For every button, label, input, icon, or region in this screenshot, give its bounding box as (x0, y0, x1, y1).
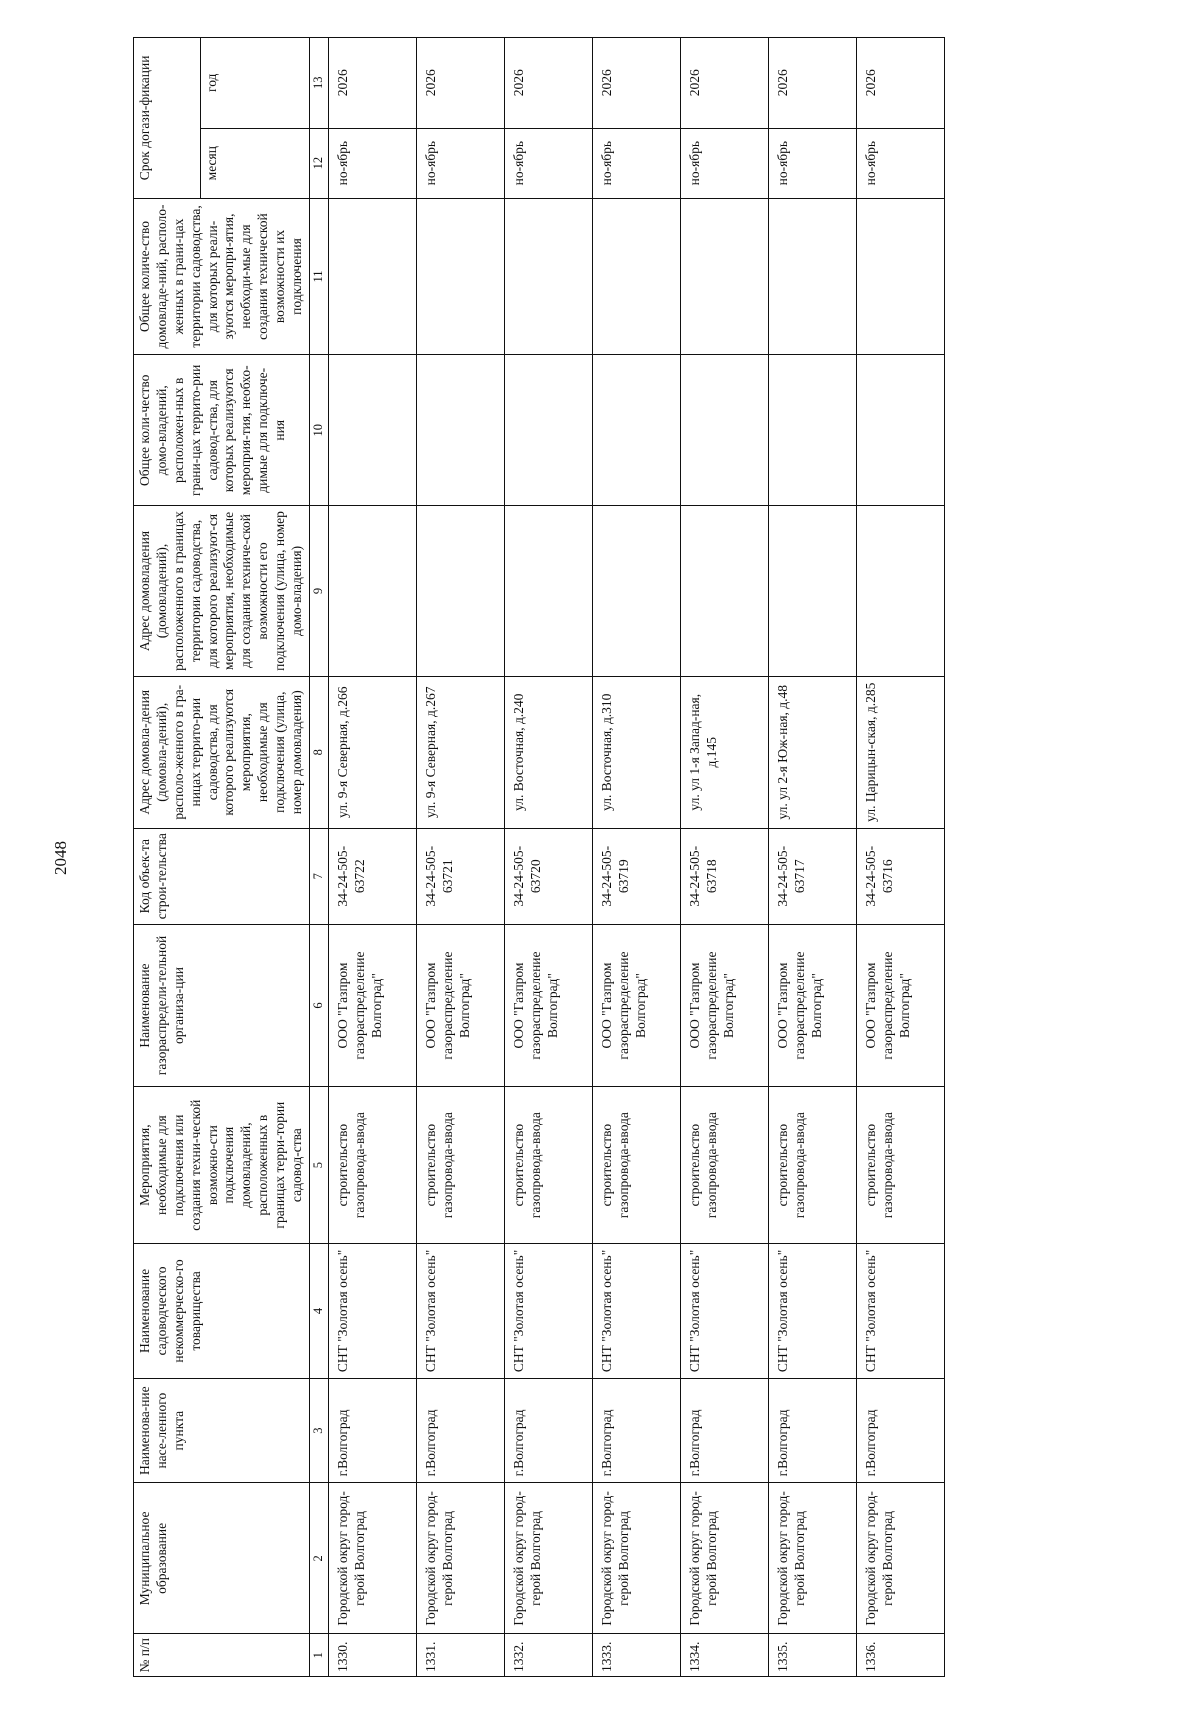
cell-year: 2026 (328, 38, 416, 129)
cell-object-code: 34-24-505-63719 (592, 828, 680, 924)
cell-gas-org: ООО "Газпром газораспределение Волгоград" (592, 924, 680, 1087)
cell-count-capability (768, 198, 856, 354)
cell-year: 2026 (680, 38, 768, 129)
cell-municipality: Городской округ город-герой Волгоград (592, 1483, 680, 1634)
cell-settlement: г.Волгоград (680, 1379, 768, 1483)
cell-measure: строительство газопровода-ввода (680, 1087, 768, 1243)
cell-number: 1333. (592, 1634, 680, 1677)
cell-address: ул. Царицын-ская, д.285 (856, 676, 944, 828)
cell-month: но-ябрь (416, 128, 504, 198)
cell-partnership: СНТ "Золотая осень" (328, 1243, 416, 1378)
cell-year: 2026 (592, 38, 680, 129)
header-partnership: Наименование садоводческого некоммерческо-го товарищества (134, 1243, 310, 1378)
cell-address: ул. Восточная, д.310 (592, 676, 680, 828)
cell-count-connection (416, 355, 504, 506)
cell-object-code: 34-24-505-63722 (328, 828, 416, 924)
table-row (416, 38, 504, 1677)
cell-address-capability (592, 506, 680, 676)
cell-year: 2026 (768, 38, 856, 129)
cell-measure: строительство газопровода-ввода (416, 1087, 504, 1243)
cell-object-code: 34-24-505-63717 (768, 828, 856, 924)
column-number: 10 (309, 355, 328, 506)
cell-month: но-ябрь (592, 128, 680, 198)
column-number: 11 (309, 198, 328, 354)
column-number: 4 (309, 1243, 328, 1378)
cell-address: ул. 9-я Северная, д.266 (328, 676, 416, 828)
header-deadline: Срок догази-фикации (134, 38, 201, 199)
column-number: 1 (309, 1634, 328, 1677)
cell-month: но-ябрь (768, 128, 856, 198)
header-address-capability: Адрес домовладения (домовладений), расположенного в границах территории садоводства, для которого реализуют-ся мероприятия, необходимые для создания техниче-ской возможности его подключения (улица, номер домо-владения) (134, 506, 310, 676)
cell-number: 1336. (856, 1634, 944, 1677)
cell-address-capability (416, 506, 504, 676)
header-municipality: Муниципальное образование (134, 1483, 310, 1634)
cell-address-capability (504, 506, 592, 676)
header-address-connection: Адрес домовла-дения (домовла-дений), располо-женного в гра-ницах террито-рии садоводства, для которого реализуются мероприятия, необходимые для подключения (улица, номер домовладения) (134, 676, 310, 828)
column-number: 7 (309, 828, 328, 924)
cell-count-capability (856, 198, 944, 354)
cell-count-connection (856, 355, 944, 506)
cell-measure: строительство газопровода-ввода (328, 1087, 416, 1243)
cell-month: но-ябрь (504, 128, 592, 198)
cell-settlement: г.Волгоград (416, 1379, 504, 1483)
cell-settlement: г.Волгоград (504, 1379, 592, 1483)
cell-gas-org: ООО "Газпром газораспределение Волгоград" (680, 924, 768, 1087)
header-num: № п/п (134, 1634, 310, 1677)
cell-settlement: г.Волгоград (328, 1379, 416, 1483)
cell-measure: строительство газопровода-ввода (592, 1087, 680, 1243)
cell-month: но-ябрь (328, 128, 416, 198)
cell-count-capability (504, 198, 592, 354)
header-gas-org: Наименование газораспредели-тельной организа-ции (134, 924, 310, 1087)
cell-partnership: СНТ "Золотая осень" (768, 1243, 856, 1378)
cell-count-connection (680, 355, 768, 506)
column-number: 8 (309, 676, 328, 828)
column-number-row (309, 38, 328, 1677)
cell-partnership: СНТ "Золотая осень" (504, 1243, 592, 1378)
cell-object-code: 34-24-505-63720 (504, 828, 592, 924)
cell-partnership: СНТ "Золотая осень" (416, 1243, 504, 1378)
cell-partnership: СНТ "Золотая осень" (680, 1243, 768, 1378)
cell-address: ул. 9-я Северная, д.267 (416, 676, 504, 828)
column-number: 6 (309, 924, 328, 1087)
cell-month: но-ябрь (680, 128, 768, 198)
cell-municipality: Городской округ город-герой Волгоград (856, 1483, 944, 1634)
column-number: 12 (309, 128, 328, 198)
cell-address: ул. ул 2-я Юж-ная, д.48 (768, 676, 856, 828)
cell-gas-org: ООО "Газпром газораспределение Волгоград" (416, 924, 504, 1087)
cell-gas-org: ООО "Газпром газораспределение Волгоград" (768, 924, 856, 1087)
header-count-capability: Общее количе-ство домовладе-ний, располо-женных в грани-цах территории садоводства, для которых реали-зуются меропри-ятия, необходи-мые для создания технической возможности их подключения (134, 198, 310, 354)
cell-object-code: 34-24-505-63721 (416, 828, 504, 924)
cell-number: 1331. (416, 1634, 504, 1677)
cell-municipality: Городской округ город-герой Волгоград (680, 1483, 768, 1634)
cell-address: ул. ул 1-я Запад-ная, д.145 (680, 676, 768, 828)
cell-municipality: Городской округ город-герой Волгоград (328, 1483, 416, 1634)
cell-count-connection (504, 355, 592, 506)
page-number: 2048 (51, 841, 70, 875)
cell-municipality: Городской округ город-герой Волгоград (504, 1483, 592, 1634)
table-header (134, 38, 329, 1677)
cell-gas-org: ООО "Газпром газораспределение Волгоград" (504, 924, 592, 1087)
cell-settlement: г.Волгоград (768, 1379, 856, 1483)
cell-settlement: г.Волгоград (592, 1379, 680, 1483)
cell-partnership: СНТ "Золотая осень" (592, 1243, 680, 1378)
table-row (856, 38, 944, 1677)
column-number: 13 (309, 38, 328, 129)
cell-count-connection (328, 355, 416, 506)
cell-measure: строительство газопровода-ввода (768, 1087, 856, 1243)
table-row (504, 38, 592, 1677)
table-body (328, 38, 944, 1677)
column-number: 2 (309, 1483, 328, 1634)
cell-count-capability (680, 198, 768, 354)
cell-municipality: Городской округ город-герой Волгоград (416, 1483, 504, 1634)
cell-month: но-ябрь (856, 128, 944, 198)
cell-number: 1335. (768, 1634, 856, 1677)
cell-measure: строительство газопровода-ввода (504, 1087, 592, 1243)
cell-object-code: 34-24-505-63716 (856, 828, 944, 924)
cell-partnership: СНТ "Золотая осень" (856, 1243, 944, 1378)
cell-gas-org: ООО "Газпром газораспределение Волгоград" (856, 924, 944, 1087)
cell-year: 2026 (504, 38, 592, 129)
table-row (592, 38, 680, 1677)
header-year: год (201, 38, 310, 129)
cell-number: 1330. (328, 1634, 416, 1677)
column-number: 9 (309, 506, 328, 676)
cell-count-capability (592, 198, 680, 354)
column-number: 3 (309, 1379, 328, 1483)
cell-object-code: 34-24-505-63718 (680, 828, 768, 924)
cell-address-capability (680, 506, 768, 676)
header-count-connection: Общее коли-чество домо-владений, расположен-ных в грани-цах террито-рии садовод-ства, для которых реализуются мероприя-тия, необхо-димые для подключе-ния (134, 355, 310, 506)
column-number: 5 (309, 1087, 328, 1243)
header-measures: Мероприятия, необходимые для подключения или создания техни-ческой возможно-сти подключения домовладений, расположенных в границах терри-тории садовод-ства (134, 1087, 310, 1243)
cell-year: 2026 (856, 38, 944, 129)
cell-count-connection (592, 355, 680, 506)
cell-number: 1332. (504, 1634, 592, 1677)
rotated-table-wrapper (133, 37, 1080, 1677)
cell-count-capability (416, 198, 504, 354)
cell-address-capability (856, 506, 944, 676)
header-object-code: Код объек-та строи-тельства (134, 828, 310, 924)
cell-count-capability (328, 198, 416, 354)
header-month: месяц (201, 128, 310, 198)
header-settlement: Наименова-ние насе-ленного пункта (134, 1379, 310, 1483)
cell-gas-org: ООО "Газпром газораспределение Волгоград" (328, 924, 416, 1087)
cell-municipality: Городской округ город-герой Волгоград (768, 1483, 856, 1634)
cell-measure: строительство газопровода-ввода (856, 1087, 944, 1243)
cell-address-capability (328, 506, 416, 676)
cell-settlement: г.Волгоград (856, 1379, 944, 1483)
gasification-table (133, 37, 945, 1677)
cell-address-capability (768, 506, 856, 676)
cell-number: 1334. (680, 1634, 768, 1677)
table-row (768, 38, 856, 1677)
table-row (328, 38, 416, 1677)
cell-year: 2026 (416, 38, 504, 129)
cell-count-connection (768, 355, 856, 506)
cell-address: ул. Восточная, д.240 (504, 676, 592, 828)
table-row (680, 38, 768, 1677)
